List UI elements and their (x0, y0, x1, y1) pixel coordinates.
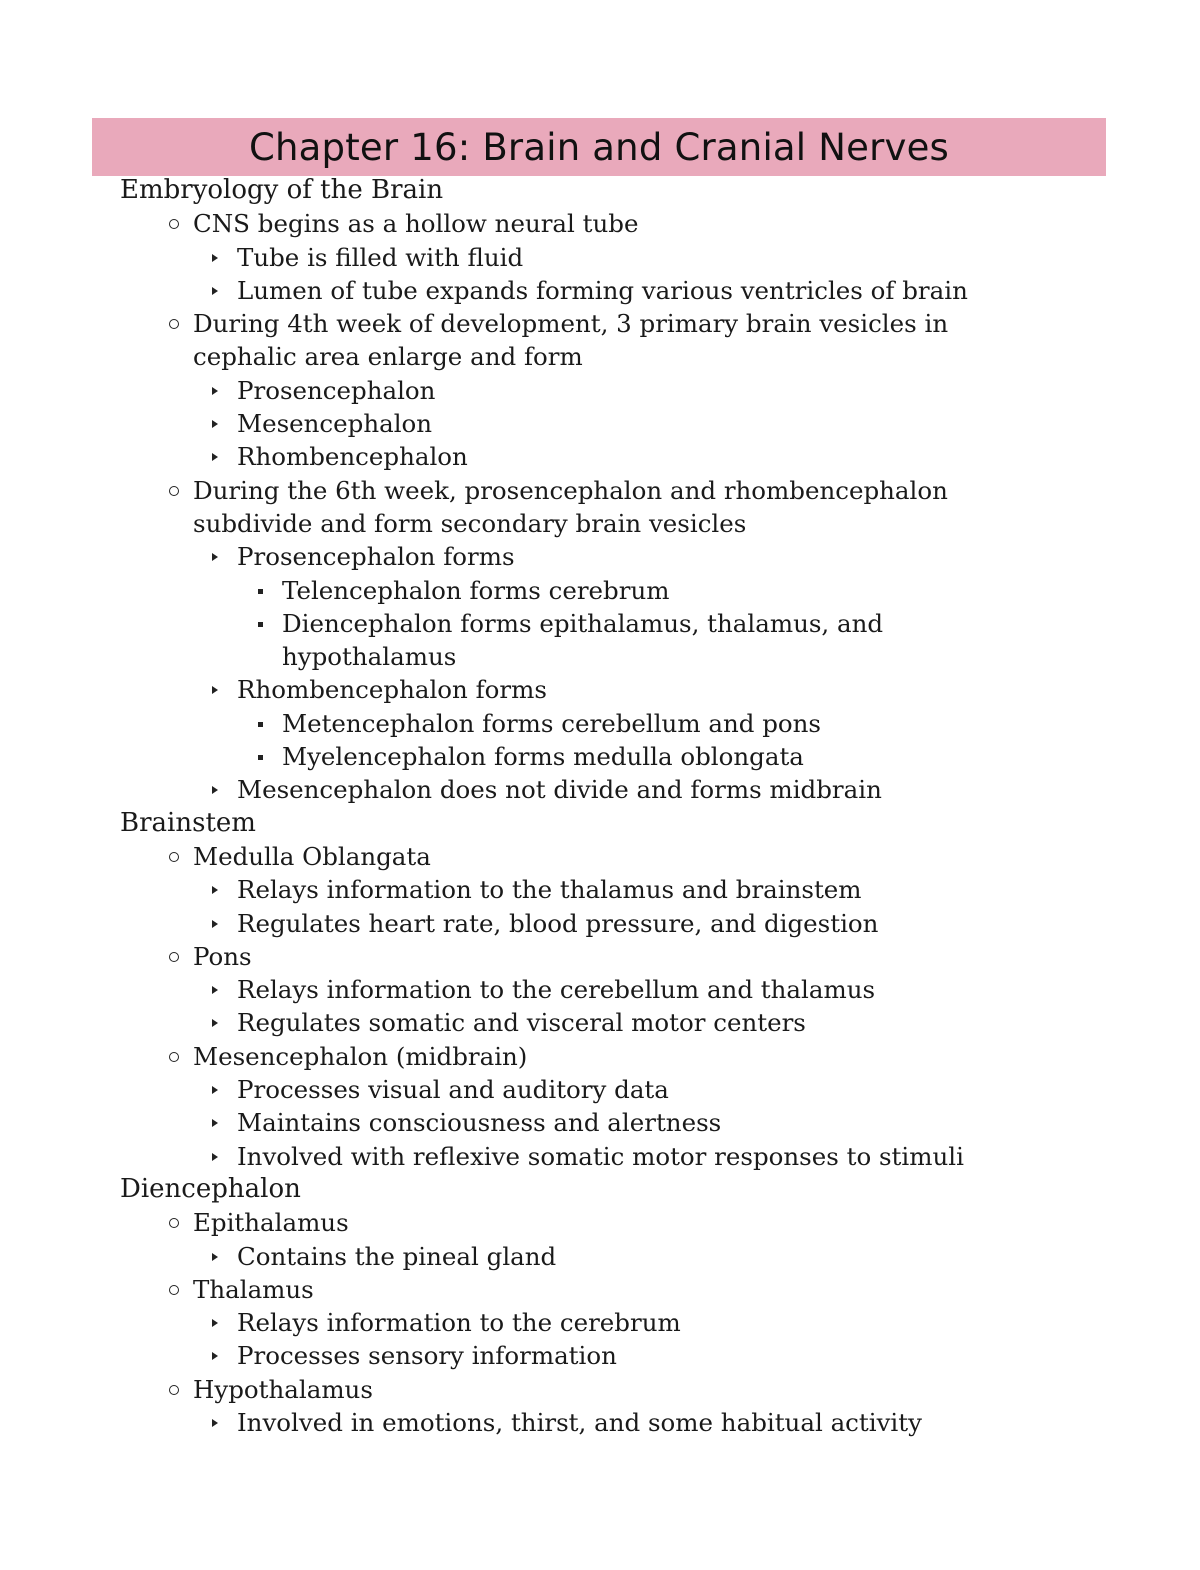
outline-text: Rhombencephalon forms (237, 675, 547, 705)
outline-text: Processes sensory information (237, 1341, 617, 1371)
outline-text: Metencephalon forms cerebellum and pons (282, 708, 821, 738)
title-band (92, 118, 1106, 176)
hollow-circle-bullet-icon (169, 952, 179, 962)
hollow-circle-bullet-icon (169, 486, 179, 496)
outline-text: Mesencephalon (midbrain) (193, 1041, 528, 1071)
outline-item-level-2 (0, 440, 1017, 473)
outline-item-level-1 (0, 207, 993, 240)
outline-text: Relays information to the cerebellum and thalamus (237, 975, 876, 1005)
outline-text: Thalamus (193, 1274, 314, 1304)
outline-text: Prosencephalon (237, 375, 436, 405)
outline-text: Pons (193, 941, 252, 971)
outline-text: Regulates somatic and visceral motor centers (237, 1008, 806, 1038)
triangle-bullet-icon (212, 1319, 218, 1327)
triangle-bullet-icon (212, 1086, 218, 1094)
outline-item-level-1 (0, 307, 993, 374)
outline-text: Mesencephalon (237, 409, 433, 439)
outline-text: Relays information to the thalamus and brainstem (237, 875, 862, 905)
outline-item-level-2 (0, 1106, 1017, 1139)
outline-text: During the 6th week, prosencephalon and rhombencephalon subdivide and form secondary brain vesicles (193, 475, 948, 538)
outline-text: Diencephalon (120, 1173, 301, 1204)
outline-text: Mesencephalon does not divide and forms midbrain (237, 775, 882, 805)
triangle-bullet-icon (212, 254, 218, 262)
outline-item-level-1 (0, 474, 993, 541)
triangle-bullet-icon (212, 453, 218, 461)
outline-text: Myelencephalon forms medulla oblongata (282, 742, 804, 772)
outline-item-level-2 (0, 1006, 1017, 1039)
hollow-circle-bullet-icon (169, 1285, 179, 1295)
triangle-bullet-icon (212, 1153, 218, 1161)
outline-item-level-2 (0, 274, 1017, 307)
outline-item-level-2 (0, 374, 1017, 407)
outline-item-level-2 (0, 540, 1017, 573)
outline-item-level-2 (0, 1306, 1017, 1339)
triangle-bullet-icon (212, 420, 218, 428)
triangle-bullet-icon (212, 686, 218, 694)
outline-text: Brainstem (120, 807, 256, 838)
triangle-bullet-icon (212, 553, 218, 561)
outline-text: Processes visual and auditory data (237, 1075, 669, 1105)
outline-text: Medulla Oblangata (193, 841, 431, 871)
triangle-bullet-icon (212, 920, 218, 928)
triangle-bullet-icon (212, 1352, 218, 1360)
hollow-circle-bullet-icon (169, 1385, 179, 1395)
outline-text: Hypothalamus (193, 1374, 373, 1404)
outline-item-level-2 (0, 1240, 1017, 1273)
outline-item-level-3 (0, 740, 932, 773)
hollow-circle-bullet-icon (169, 1218, 179, 1228)
outline-item-level-1 (0, 1273, 993, 1306)
outline-item-level-3 (0, 607, 932, 674)
outline-item-level-3 (0, 707, 932, 740)
triangle-bullet-icon (212, 1019, 218, 1027)
triangle-bullet-icon (212, 1119, 218, 1127)
outline-item-level-1 (0, 1373, 993, 1406)
hollow-circle-bullet-icon (169, 219, 179, 229)
outline-text: Regulates heart rate, blood pressure, and digestion (237, 908, 879, 938)
outline-text: Diencephalon forms epithalamus, thalamus, and hypothalamus (282, 608, 884, 672)
outline-item-level-1 (0, 940, 993, 973)
square-bullet-icon (258, 622, 263, 627)
section-heading (0, 807, 1200, 840)
triangle-bullet-icon (212, 786, 218, 794)
outline-text: CNS begins as a hollow neural tube (193, 209, 639, 239)
triangle-bullet-icon (212, 287, 218, 295)
triangle-bullet-icon (212, 387, 218, 395)
triangle-bullet-icon (212, 1419, 218, 1427)
outline-item-level-2 (0, 1140, 1017, 1173)
section-heading (0, 174, 1200, 207)
outline-item-level-3 (0, 574, 932, 607)
outline-item-level-2 (0, 241, 1017, 274)
hollow-circle-bullet-icon (169, 319, 179, 329)
outline-item-level-2 (0, 773, 1017, 806)
outline-item-level-1 (0, 1040, 993, 1073)
outline-text: Rhombencephalon (237, 442, 468, 472)
outline-text: Telencephalon forms cerebrum (282, 575, 670, 605)
outline-text: Lumen of tube expands forming various ventricles of brain (237, 275, 968, 305)
outline-text: Relays information to the cerebrum (237, 1308, 681, 1338)
square-bullet-icon (258, 589, 263, 594)
outline-item-level-2 (0, 1073, 1017, 1106)
outline-text: During 4th week of development, 3 primary brain vesicles in cephalic area enlarge and form (193, 309, 949, 372)
outline-item-level-2 (0, 973, 1017, 1006)
outline-item-level-1 (0, 840, 993, 873)
outline-text: Embryology of the Brain (120, 175, 444, 205)
triangle-bullet-icon (212, 986, 218, 994)
outline-item-level-2 (0, 407, 1017, 440)
outline-text: Involved in emotions, thirst, and some habitual activity (237, 1407, 922, 1437)
outline-list (0, 174, 1200, 1439)
square-bullet-icon (258, 722, 263, 727)
outline-item-level-2 (0, 873, 1017, 906)
outline-item-level-2 (0, 1406, 1017, 1439)
outline-text: Epithalamus (193, 1208, 349, 1238)
outline-item-level-2 (0, 907, 1017, 940)
triangle-bullet-icon (212, 886, 218, 894)
square-bullet-icon (258, 755, 263, 760)
section-heading (0, 1173, 1200, 1206)
hollow-circle-bullet-icon (169, 1052, 179, 1062)
outline-text: Involved with reflexive somatic motor responses to stimuli (237, 1141, 964, 1171)
hollow-circle-bullet-icon (169, 852, 179, 862)
outline-item-level-2 (0, 673, 1017, 706)
page-title: Chapter 16: Brain and Cranial Nerves (248, 125, 950, 169)
outline-text: Contains the pineal gland (237, 1241, 557, 1271)
outline-item-level-1 (0, 1206, 993, 1239)
triangle-bullet-icon (212, 1253, 218, 1261)
outline-text: Tube is filled with fluid (237, 242, 524, 272)
outline-item-level-2 (0, 1339, 1017, 1372)
outline-text: Maintains consciousness and alertness (237, 1108, 722, 1138)
outline-text: Prosencephalon forms (237, 542, 515, 572)
